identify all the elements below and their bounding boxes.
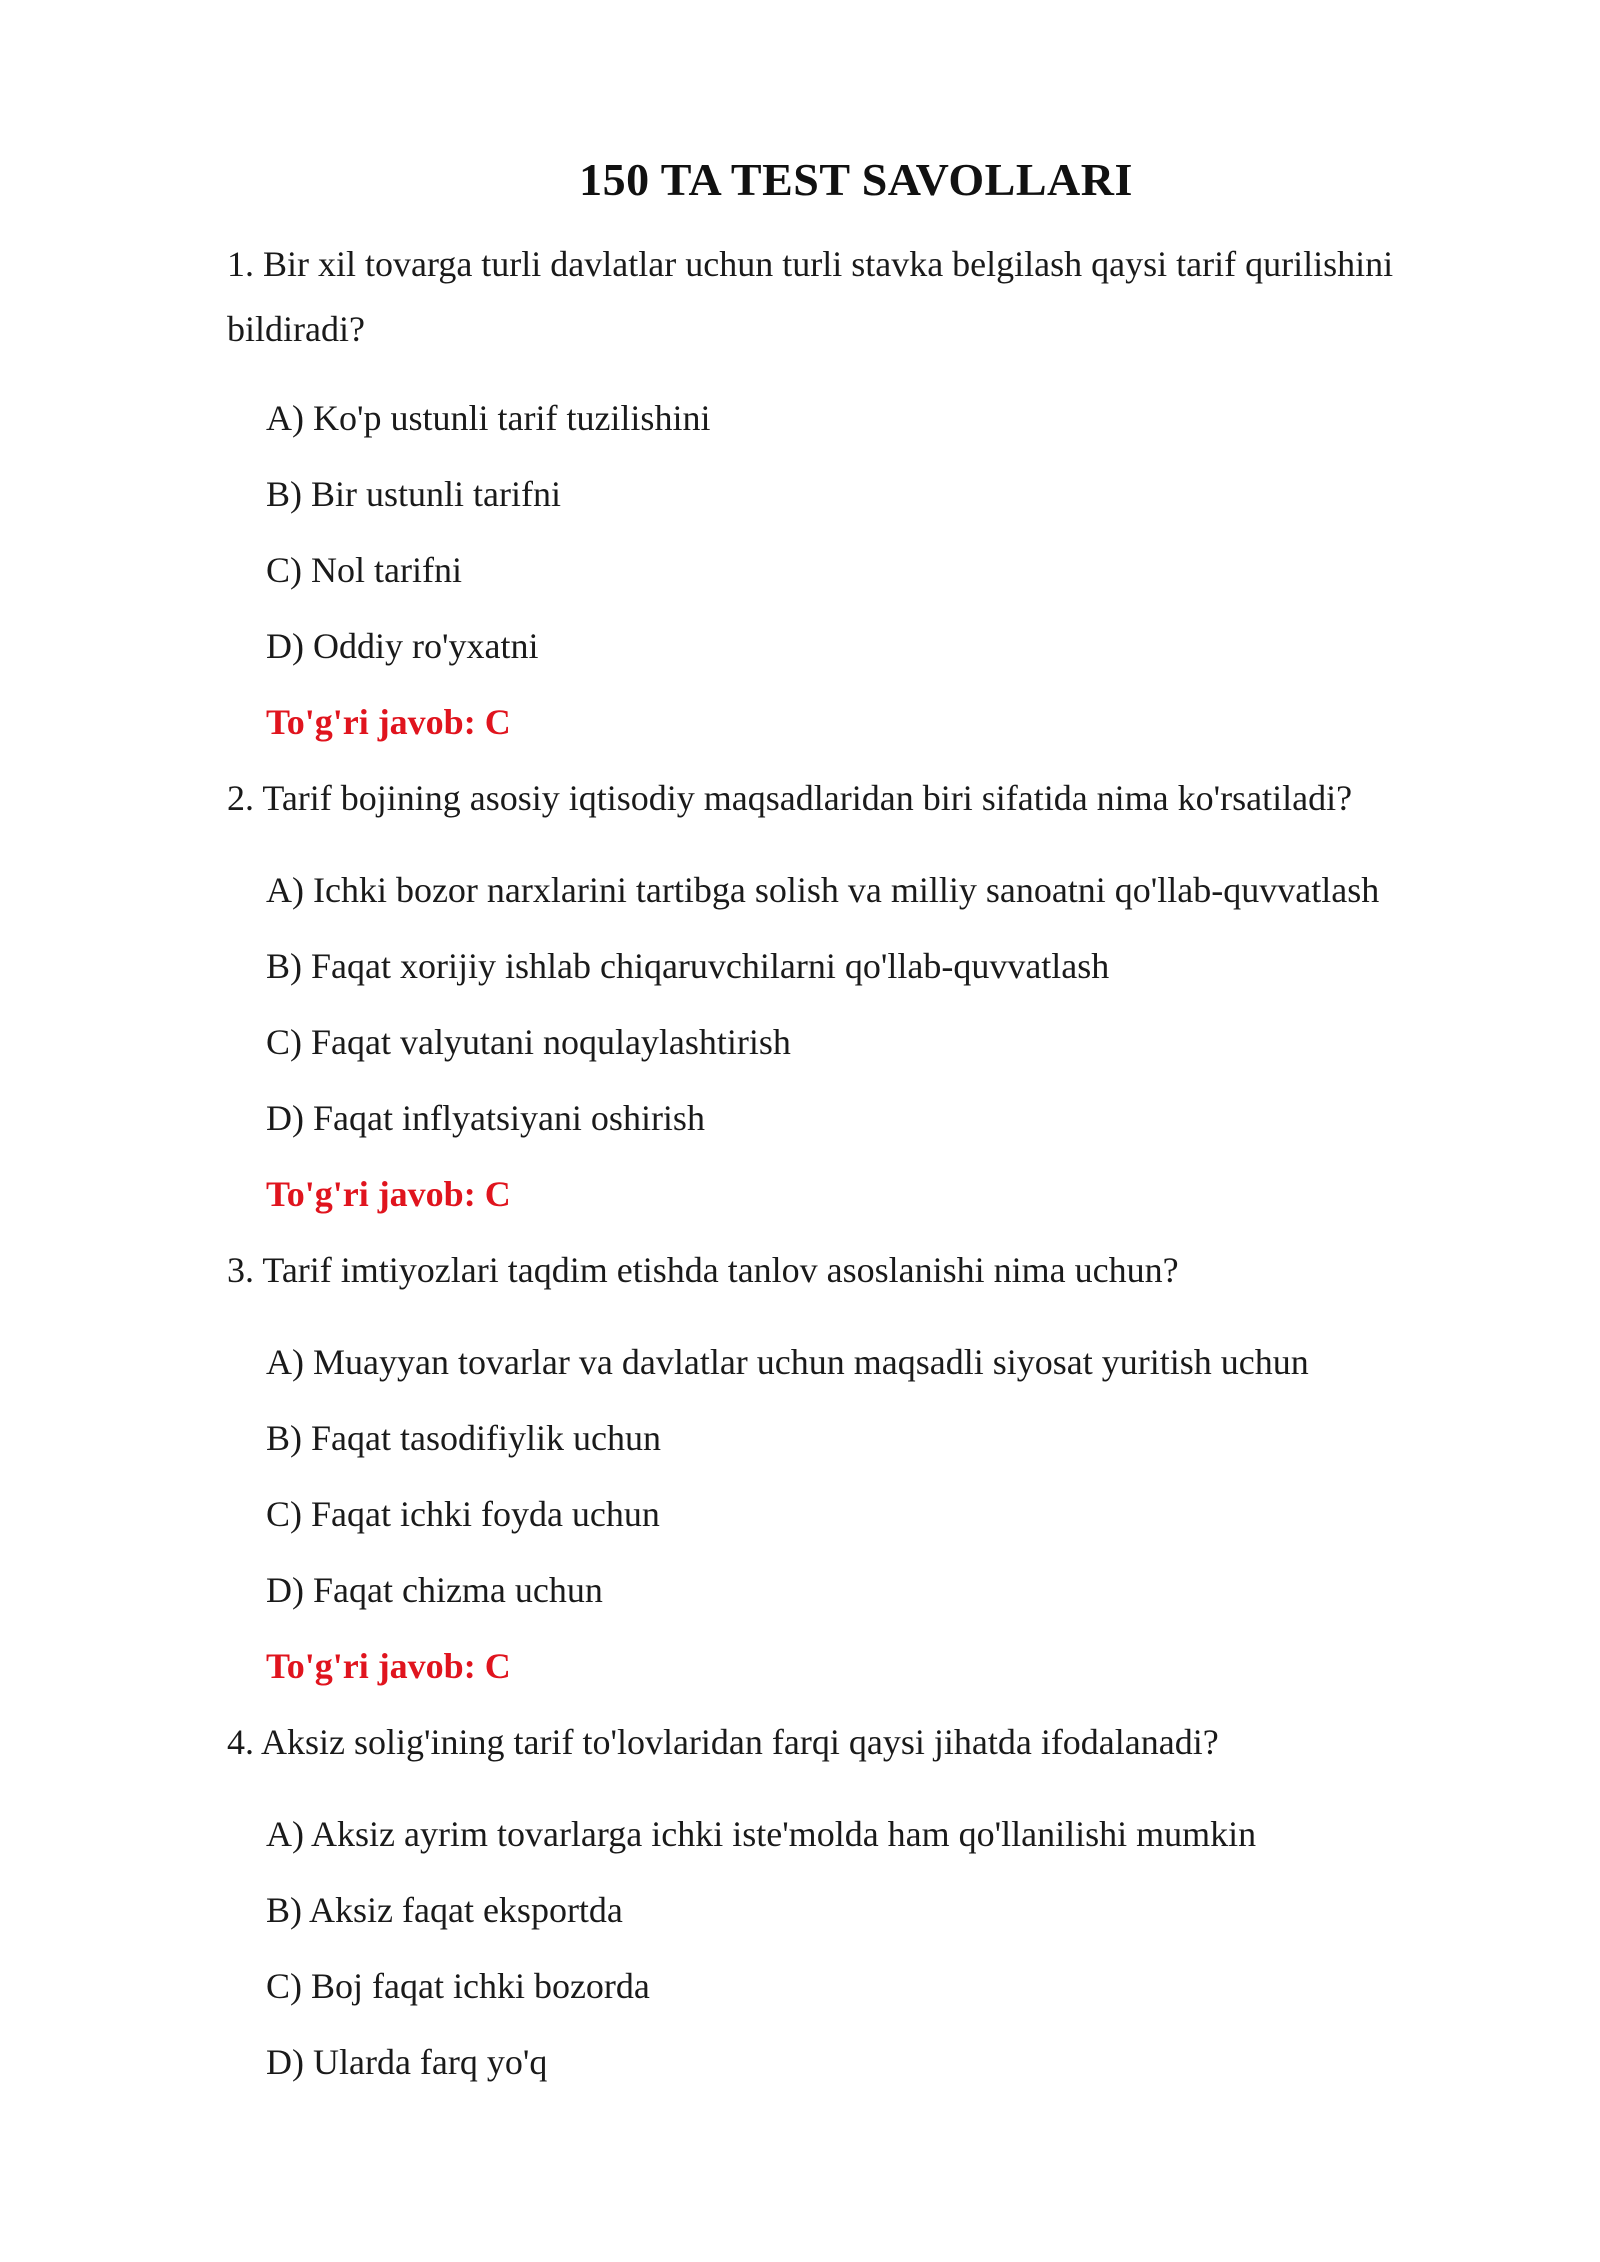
question-1-option-a: A) Ko'p ustunli tarif tuzilishini — [266, 398, 711, 438]
question-1-text: 1. Bir xil tovarga turli davlatlar uchun turli stavka belgilash qaysi tarif qurilishini bildiradi? — [227, 244, 1394, 349]
question-3-option-a: A) Muayyan tovarlar va davlatlar uchun maqsadli siyosat yuritish uchun — [266, 1342, 1309, 1382]
question-4-option-a: A) Aksiz ayrim tovarlarga ichki iste'molda ham qo'llanilishi mumkin — [266, 1814, 1257, 1854]
question-3-option-d: D) Faqat chizma uchun — [266, 1570, 603, 1610]
question-1-correct-answer: To'g'ri javob: C — [266, 702, 511, 742]
question-2-option-a: A) Ichki bozor narxlarini tartibga solish va milliy sanoatni qo'llab-quvvatlash — [266, 870, 1380, 910]
question-4-option-c: C) Boj faqat ichki bozorda — [266, 1966, 650, 2006]
question-2-text: 2. Tarif bojining asosiy iqtisodiy maqsadlaridan biri sifatida nima ko'rsatiladi? — [227, 778, 1353, 818]
question-3-text: 3. Tarif imtiyozlari taqdim etishda tanlov asoslanishi nima uchun? — [227, 1250, 1179, 1290]
question-3-option-b: B) Faqat tasodifiylik uchun — [266, 1418, 661, 1458]
question-4-option-b: B) Aksiz faqat eksportda — [266, 1890, 623, 1930]
document-title: 150 TA TEST SAVOLLARI — [579, 154, 1133, 205]
question-1-option-b: B) Bir ustunli tarifni — [266, 474, 561, 514]
question-4-option-d: D) Ularda farq yo'q — [266, 2042, 548, 2082]
question-2-option-b: B) Faqat xorijiy ishlab chiqaruvchilarni qo'llab-quvvatlash — [266, 946, 1110, 986]
question-3-correct-answer: To'g'ri javob: C — [266, 1646, 511, 1686]
question-1-option-c: C) Nol tarifni — [266, 550, 462, 590]
question-2-correct-answer: To'g'ri javob: C — [266, 1174, 511, 1214]
question-2-option-c: C) Faqat valyutani noqulaylashtirish — [266, 1022, 791, 1062]
question-2-option-d: D) Faqat inflyatsiyani oshirish — [266, 1098, 705, 1138]
question-1-option-d: D) Oddiy ro'yxatni — [266, 626, 539, 666]
question-4-text: 4. Aksiz solig'ining tarif to'lovlaridan farqi qaysi jihatda ifodalanadi? — [227, 1722, 1219, 1762]
question-3-option-c: C) Faqat ichki foyda uchun — [266, 1494, 660, 1534]
